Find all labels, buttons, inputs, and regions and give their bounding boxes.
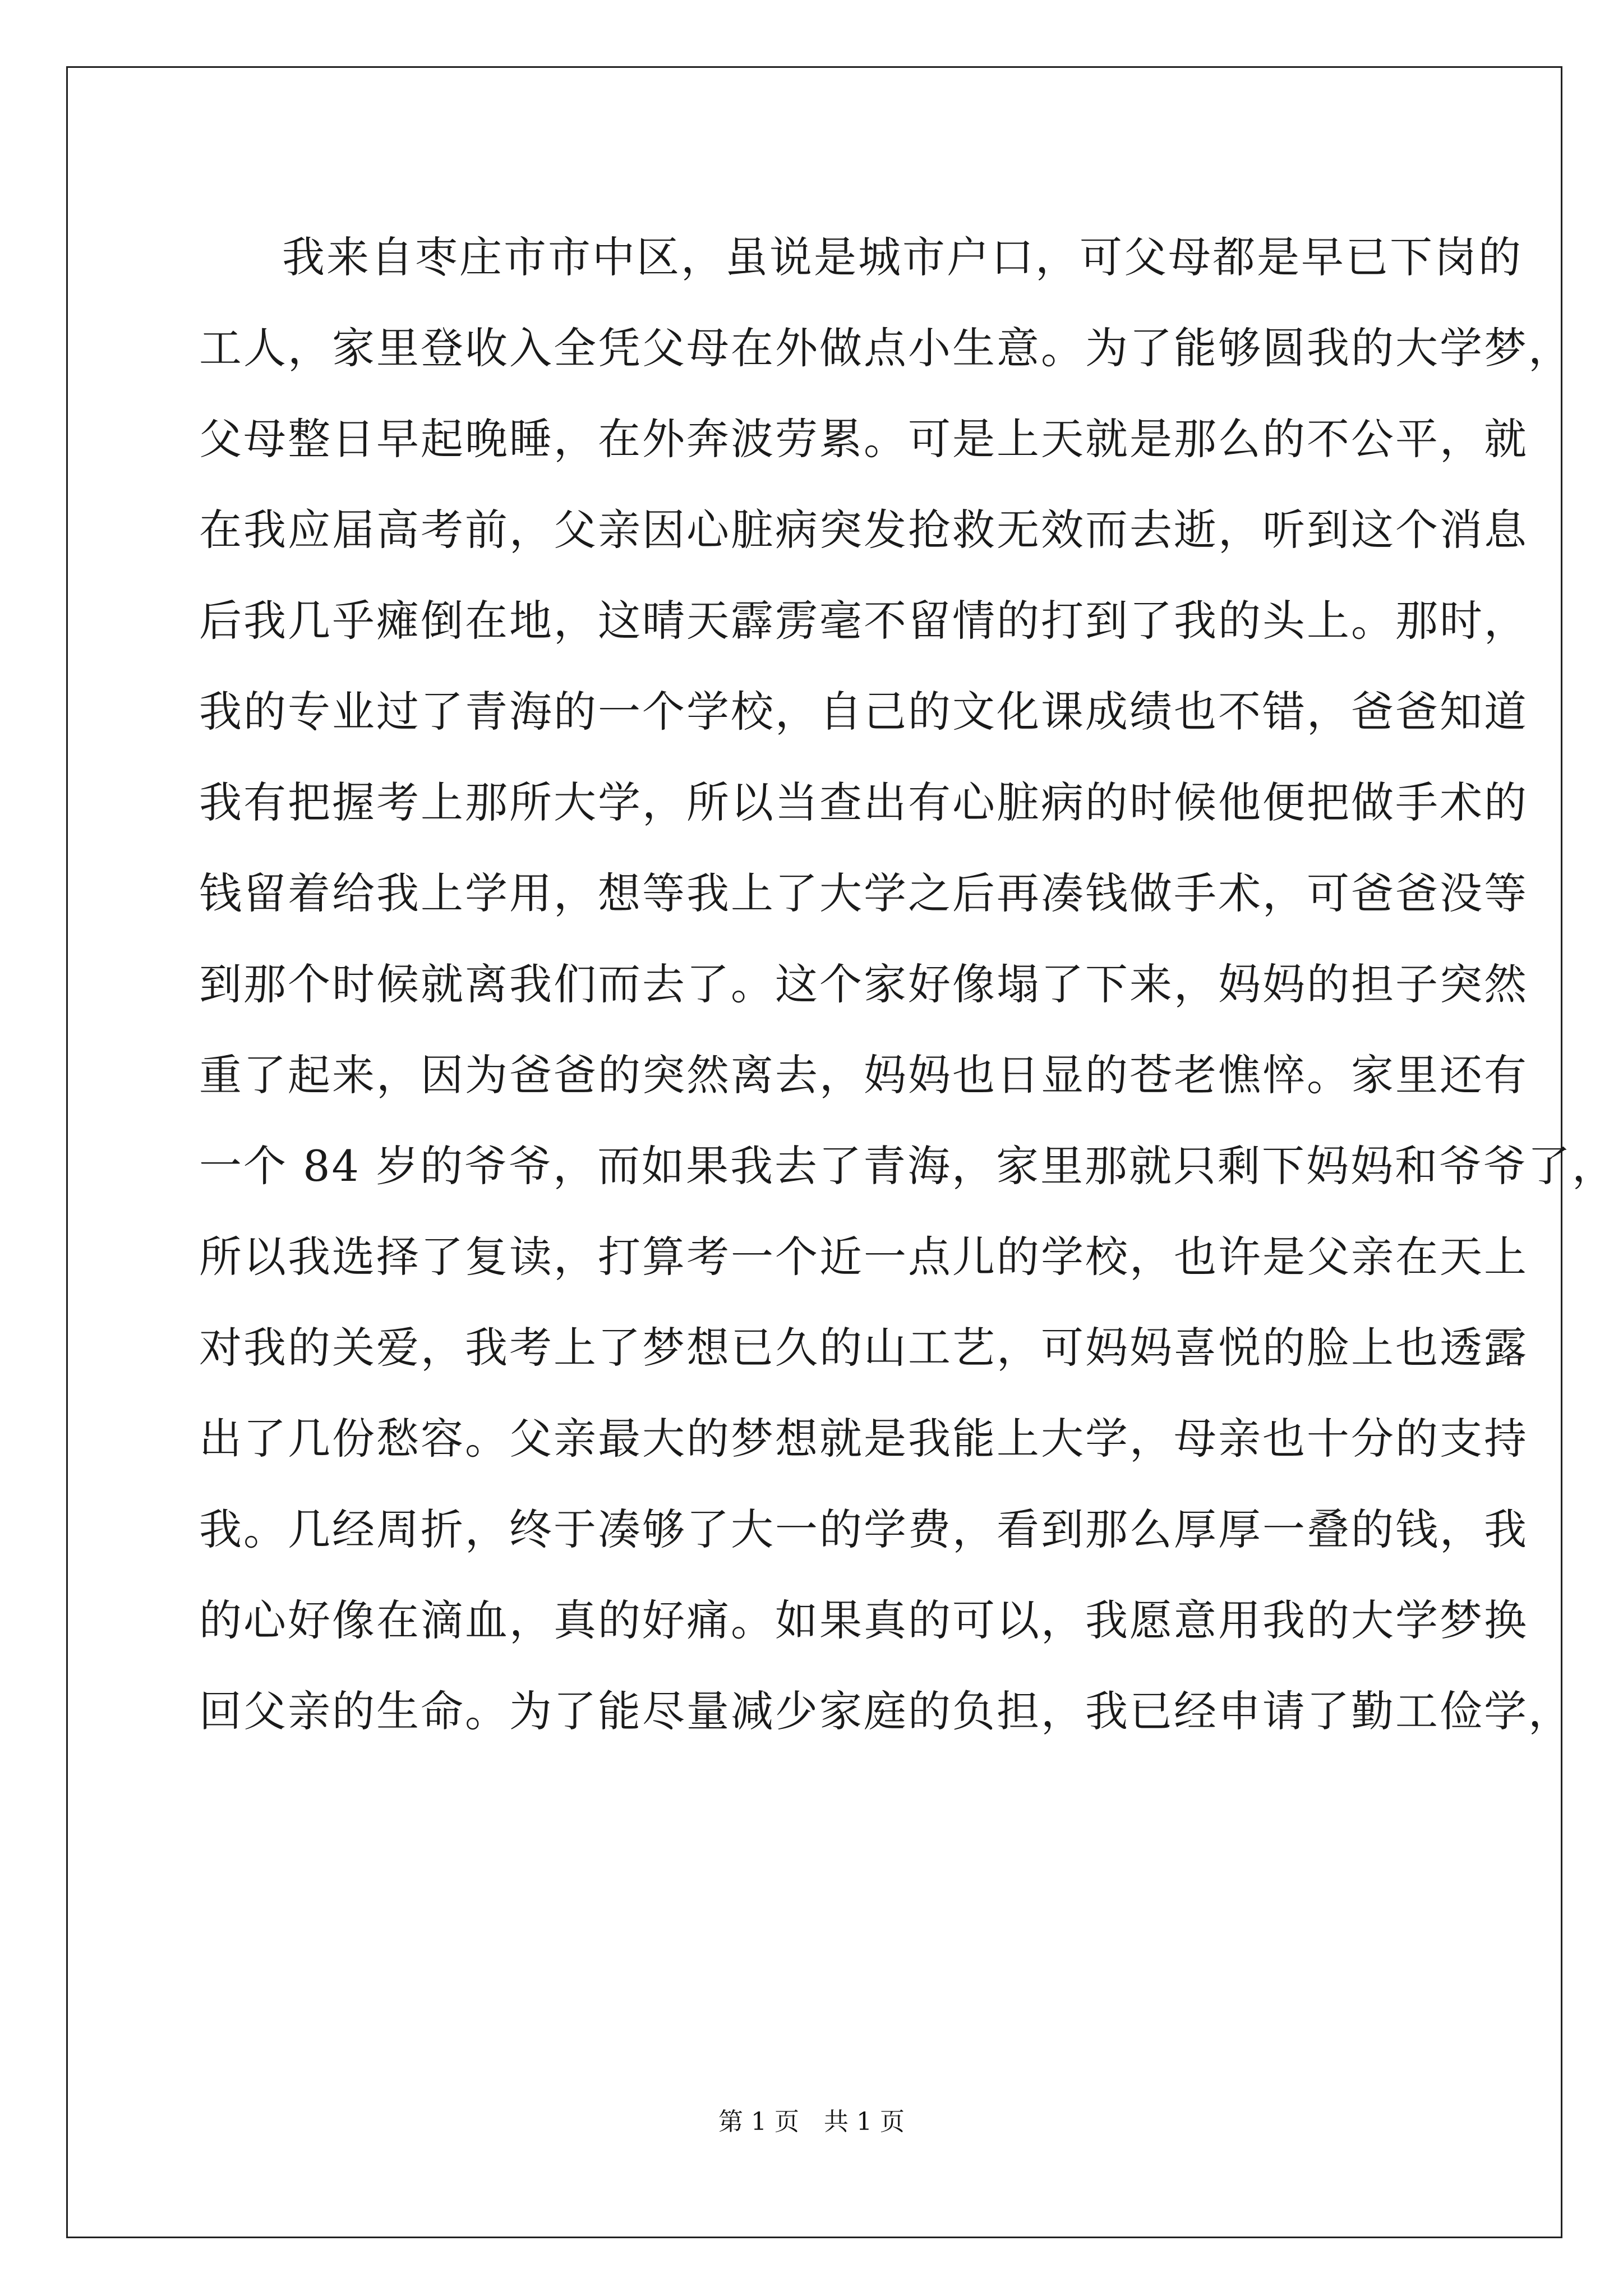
paragraph-line: 到那个时候就离我们而去了。这个家好像塌了下来，妈妈的担子突然: [199, 959, 1528, 1009]
paragraph-line: 回父亲的生命。为了能尽量减少家庭的负担，我已经申请了勤工俭学，: [199, 1686, 1573, 1736]
paragraph-line: 的心好像在滴血，真的好痛。如果真的可以，我愿意用我的大学梦换: [199, 1595, 1528, 1645]
paragraph-line: 一个 84 岁的爷爷，而如果我去了青海，家里那就只剩下妈妈和爷爷了，: [199, 1141, 1617, 1191]
paragraph-line: 后我几乎瘫倒在地，这晴天霹雳毫不留情的打到了我的头上。那时，: [199, 596, 1528, 646]
document-body: [199, 212, 1617, 1757]
paragraph-line: 所以我选择了复读，打算考一个近一点儿的学校，也许是父亲在天上: [199, 1232, 1528, 1282]
paragraph-line: 重了起来，因为爸爸的突然离去，妈妈也日显的苍老憔悴。家里还有: [199, 1050, 1528, 1100]
paragraph-line: 我的专业过了青海的一个学校，自己的文化课成绩也不错，爸爸知道: [199, 687, 1528, 737]
paragraph-line: 父母整日早起晚睡，在外奔波劳累。可是上天就是那么的不公平，就: [199, 414, 1528, 464]
paragraph-line: 我有把握考上那所大学，所以当查出有心脏病的时候他便把做手术的: [199, 777, 1528, 827]
paragraph-line: 在我应届高考前，父亲因心脏病突发抢救无效而去逝，听到这个消息: [199, 505, 1528, 555]
page-number-footer: 第 1 页 共 1 页: [718, 2108, 905, 2136]
paragraph-line: 出了几份愁容。父亲最大的梦想就是我能上大学，母亲也十分的支持: [199, 1414, 1528, 1464]
paragraph-line: 我。几经周折，终于凑够了大一的学费，看到那么厚厚一叠的钱，我: [199, 1504, 1528, 1554]
paragraph-line: 对我的关爱，我考上了梦想已久的山工艺，可妈妈喜悦的脸上也透露: [199, 1323, 1528, 1373]
paragraph-line: 工人，家里登收入全凭父母在外做点小生意。为了能够圆我的大学梦，: [199, 323, 1573, 373]
paragraph-line: 钱留着给我上学用，想等我上了大学之后再凑钱做手术，可爸爸没等: [199, 868, 1528, 918]
paragraph-line: 我来自枣庄市市中区，虽说是城市户口，可父母都是早已下岗的: [282, 232, 1523, 282]
